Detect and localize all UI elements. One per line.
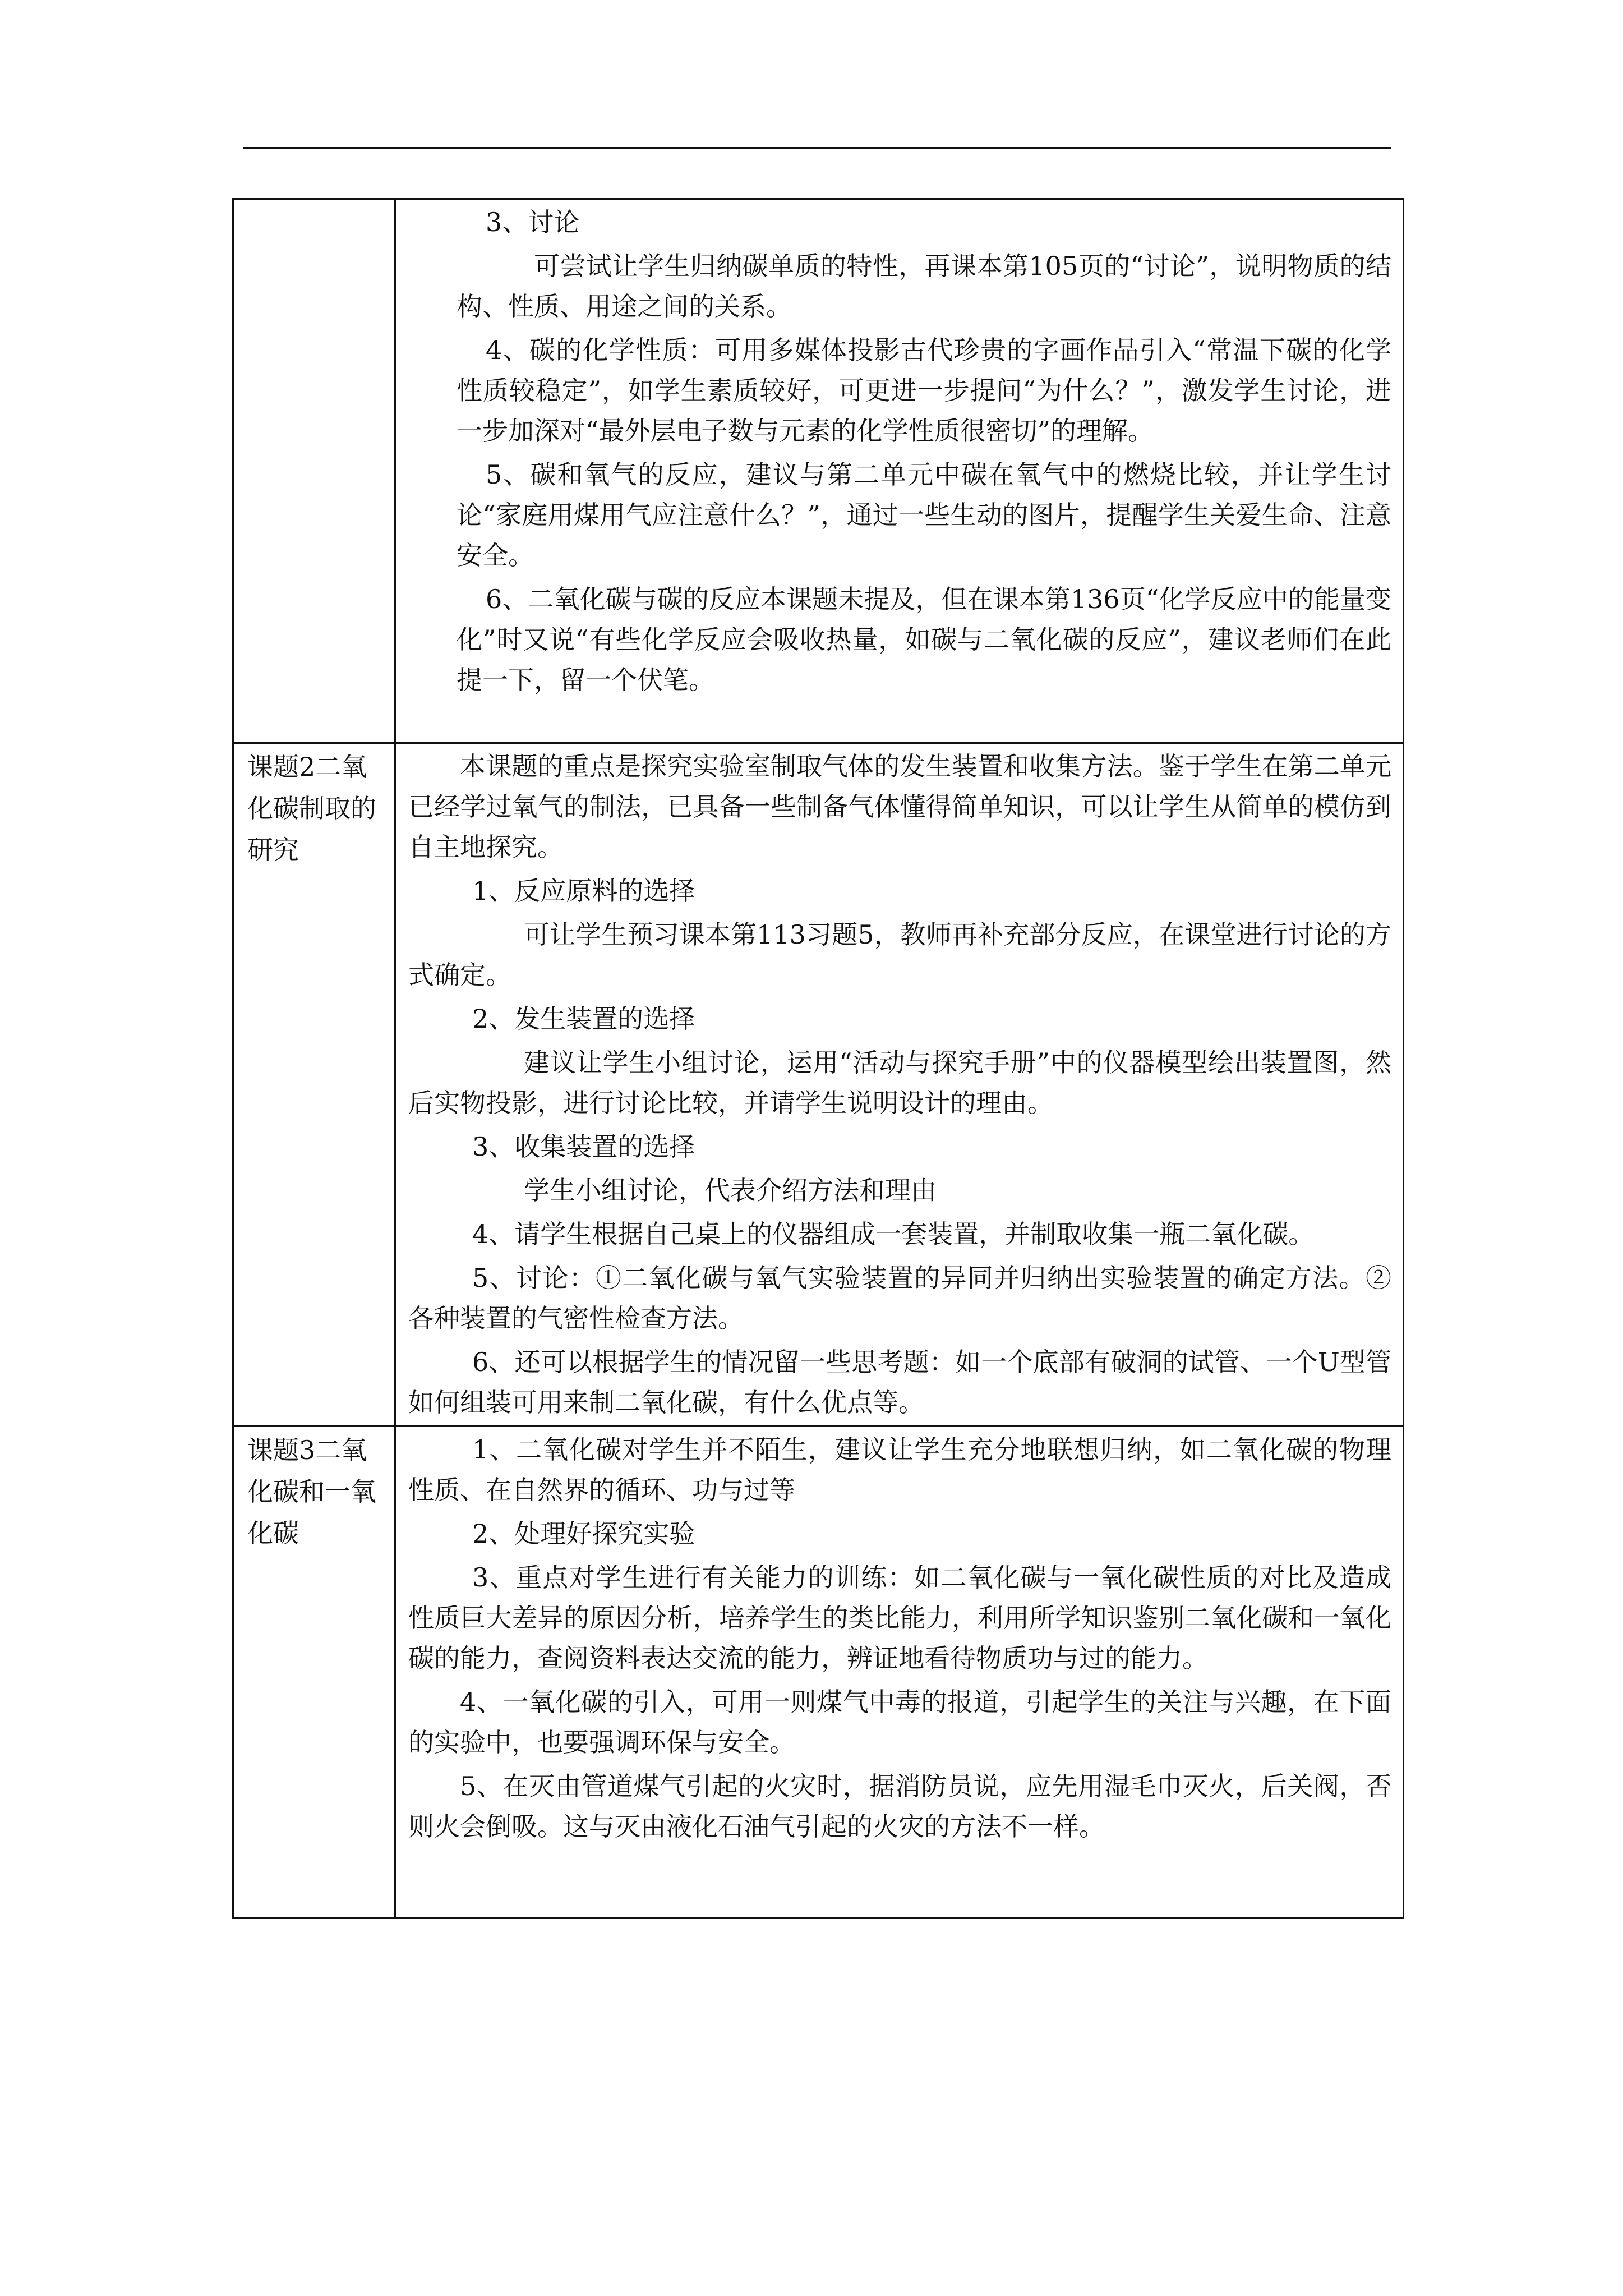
paragraph: 4、碳的化学性质：可用多媒体投影古代珍贵的字画作品引入“常温下碳的化学性质较稳定”，如学生素质较好，可更进一步提问“为什么？”，激发学生讨论，进一步加深对“最外层电子数与元素的化学性质很密切”的理解。 bbox=[457, 335, 1391, 446]
table-row bbox=[233, 1427, 1404, 1918]
topic-cell bbox=[233, 1427, 395, 1918]
item-heading: 1、反应原料的选择 bbox=[472, 876, 695, 906]
topic-cell bbox=[233, 743, 395, 1427]
topic-label bbox=[234, 200, 394, 202]
paragraph: 6、还可以根据学生的情况留一些思考题：如一个底部有破洞的试管、一个U型管如何组装可用来制二氧化碳，有什么优点等。 bbox=[408, 1347, 1391, 1418]
item-heading: 3、讨论 bbox=[486, 207, 580, 237]
paragraph: 5、讨论：①二氧化碳与氧气实验装置的异同并归纳出实验装置的确定方法。②各种装置的气密性检查方法。 bbox=[408, 1263, 1391, 1333]
paragraph: 建议让学生小组讨论，运用“活动与探究手册”中的仪器模型绘出装置图，然后实物投影，进行讨论比较，并请学生说明设计的理由。 bbox=[408, 1047, 1391, 1118]
item-heading: 2、处理好探究实验 bbox=[472, 1519, 695, 1549]
paragraph: 3、重点对学生进行有关能力的训练：如二氧化碳与一氧化碳性质的对比及造成性质巨大差异的原因分析，培养学生的类比能力，利用所学知识鉴别二氧化碳和一氧化碳的能力，查阅资料表达交流的能力，辨证地看待物质功与过的能力。 bbox=[408, 1562, 1391, 1673]
table-row bbox=[233, 199, 1404, 743]
header-rule bbox=[243, 147, 1391, 149]
content-cell bbox=[395, 199, 1404, 743]
item-heading: 2、发生装置的选择 bbox=[472, 1004, 695, 1034]
lesson-notes-table bbox=[232, 198, 1404, 1919]
paragraph: 4、请学生根据自己桌上的仪器组成一套装置，并制取收集一瓶二氧化碳。 bbox=[472, 1219, 1315, 1249]
paragraph: 6、二氧化碳与碳的反应本课题未提及，但在课本第136页“化学反应中的能量变化”时又说“有些化学反应会吸收热量，如碳与二氧化碳的反应”，建议老师们在此提一下，留一个伏笔。 bbox=[457, 584, 1391, 695]
content-cell bbox=[395, 743, 1404, 1427]
topic-label: 课题2二氧化碳制取的研究 bbox=[247, 752, 376, 865]
item-heading: 3、收集装置的选择 bbox=[472, 1131, 695, 1162]
topic-label: 课题3二氧化碳和一氧化碳 bbox=[247, 1435, 376, 1548]
paragraph: 学生小组讨论，代表介绍方法和理由 bbox=[524, 1175, 937, 1205]
paragraph: 可尝试让学生归纳碳单质的特性，再课本第105页的“讨论”，说明物质的结构、性质、用途之间的关系。 bbox=[457, 251, 1391, 321]
paragraph: 4、一氧化碳的引入，可用一则煤气中毒的报道，引起学生的关注与兴趣，在下面的实验中，也要强调环保与安全。 bbox=[408, 1687, 1391, 1757]
paragraph: 5、碳和氧气的反应，建议与第二单元中碳在氧气中的燃烧比较，并让学生讨论“家庭用煤用气应注意什么？”，通过一些生动的图片，提醒学生关爱生命、注意安全。 bbox=[457, 459, 1391, 570]
paragraph: 5、在灭由管道煤气引起的火灾时，据消防员说，应先用湿毛巾灭火，后关阀，否则火会倒吸。这与灭由液化石油气引起的火灾的方法不一样。 bbox=[408, 1771, 1391, 1842]
paragraph: 本课题的重点是探究实验室制取气体的发生装置和收集方法。鉴于学生在第二单元已经学过氧气的制法，已具备一些制备气体懂得简单知识，可以让学生从简单的模仿到自主地探究。 bbox=[408, 751, 1391, 862]
table-row bbox=[233, 743, 1404, 1427]
paragraph: 1、二氧化碳对学生并不陌生，建议让学生充分地联想归纳，如二氧化碳的物理性质、在自然界的循环、功与过等 bbox=[408, 1434, 1391, 1505]
paragraph: 可让学生预习课本第113习题5，教师再补充部分反应，在课堂进行讨论的方式确定。 bbox=[408, 919, 1391, 990]
content-cell bbox=[395, 1427, 1404, 1918]
topic-cell bbox=[233, 199, 395, 743]
